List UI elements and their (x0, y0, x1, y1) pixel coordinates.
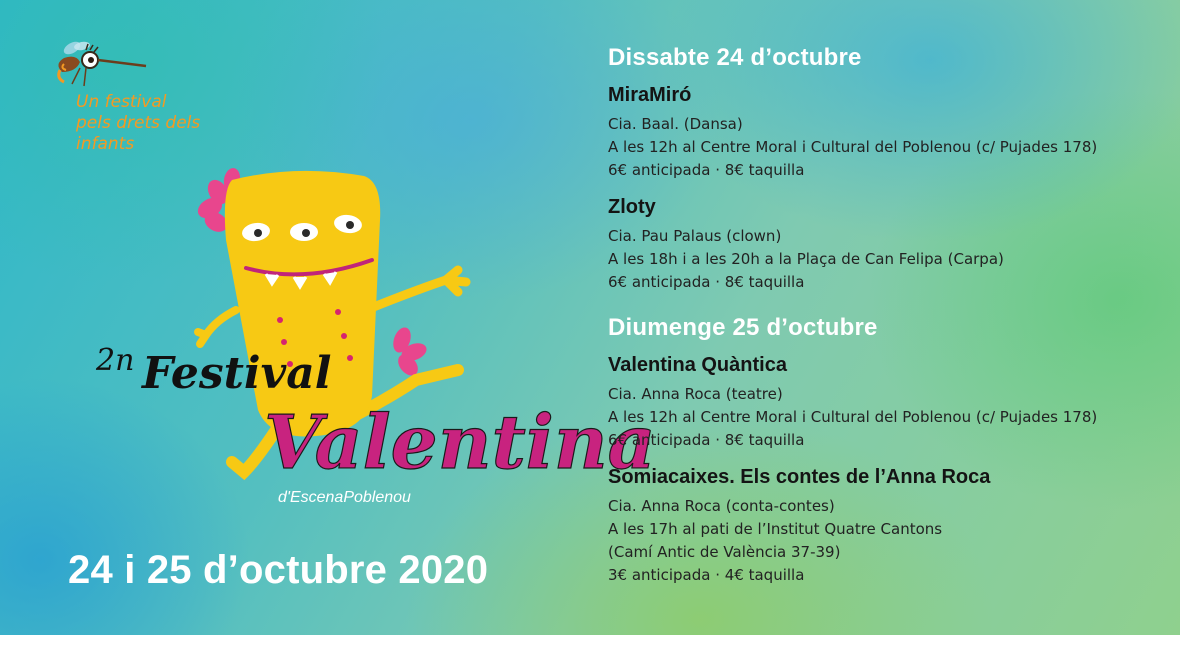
show-item (608, 84, 1168, 182)
show-item (608, 354, 1168, 452)
mosquito-icon (50, 38, 150, 90)
logo-edition: 2n (96, 343, 135, 378)
tagline (76, 92, 276, 155)
day-block (608, 314, 1168, 587)
day-title: Dissabte 24 d’octubre (608, 44, 862, 71)
show-title: MiraMiró (608, 84, 692, 106)
show-company: Cia. Anna Roca (conta-contes) (608, 497, 835, 515)
show-title: Somiacaixes. Els contes de l’Anna Roca (608, 466, 991, 488)
show-title: Valentina Quàntica (608, 354, 787, 376)
logo-subtitle: d'EscenaPoblenou (278, 489, 411, 506)
program-schedule (608, 44, 1168, 601)
festival-logo (92, 330, 656, 515)
day-block (608, 44, 1168, 294)
show-company: Cia. Anna Roca (teatre) (608, 385, 783, 403)
show-price: 6€ anticipada · 8€ taquilla (608, 161, 805, 179)
show-item (608, 196, 1168, 294)
show-venue: A les 17h al pati de l’Institut Quatre Cantons (608, 520, 943, 538)
show-price: 3€ anticipada · 4€ taquilla (608, 566, 805, 584)
day-title: Diumenge 25 d’octubre (608, 314, 878, 341)
show-venue: A les 12h al Centre Moral i Cultural del Poblenou (c/ Pujades 178) (608, 138, 1098, 156)
show-venue: A les 12h al Centre Moral i Cultural del Poblenou (c/ Pujades 178) (608, 408, 1098, 426)
show-title: Zloty (608, 196, 656, 218)
show-venue: A les 18h i a les 20h a la Plaça de Can Felipa (Carpa) (608, 250, 1004, 268)
show-company: Cia. Pau Palaus (clown) (608, 227, 782, 245)
show-item (608, 466, 1168, 587)
show-price: 6€ anticipada · 8€ taquilla (608, 431, 805, 449)
show-company: Cia. Baal. (Dansa) (608, 115, 743, 133)
festival-dates: 24 i 25 d’octubre 2020 (68, 548, 489, 592)
tagline-line: infants (76, 134, 135, 154)
logo-festival: Festival (142, 348, 332, 399)
show-price: 6€ anticipada · 8€ taquilla (608, 273, 805, 291)
tagline-line: pels drets dels (76, 113, 201, 133)
logo-name: Valentina (264, 400, 656, 486)
tagline-line: Un festival (76, 92, 167, 112)
show-venue-address: (Camí Antic de València 37-39) (608, 543, 841, 561)
